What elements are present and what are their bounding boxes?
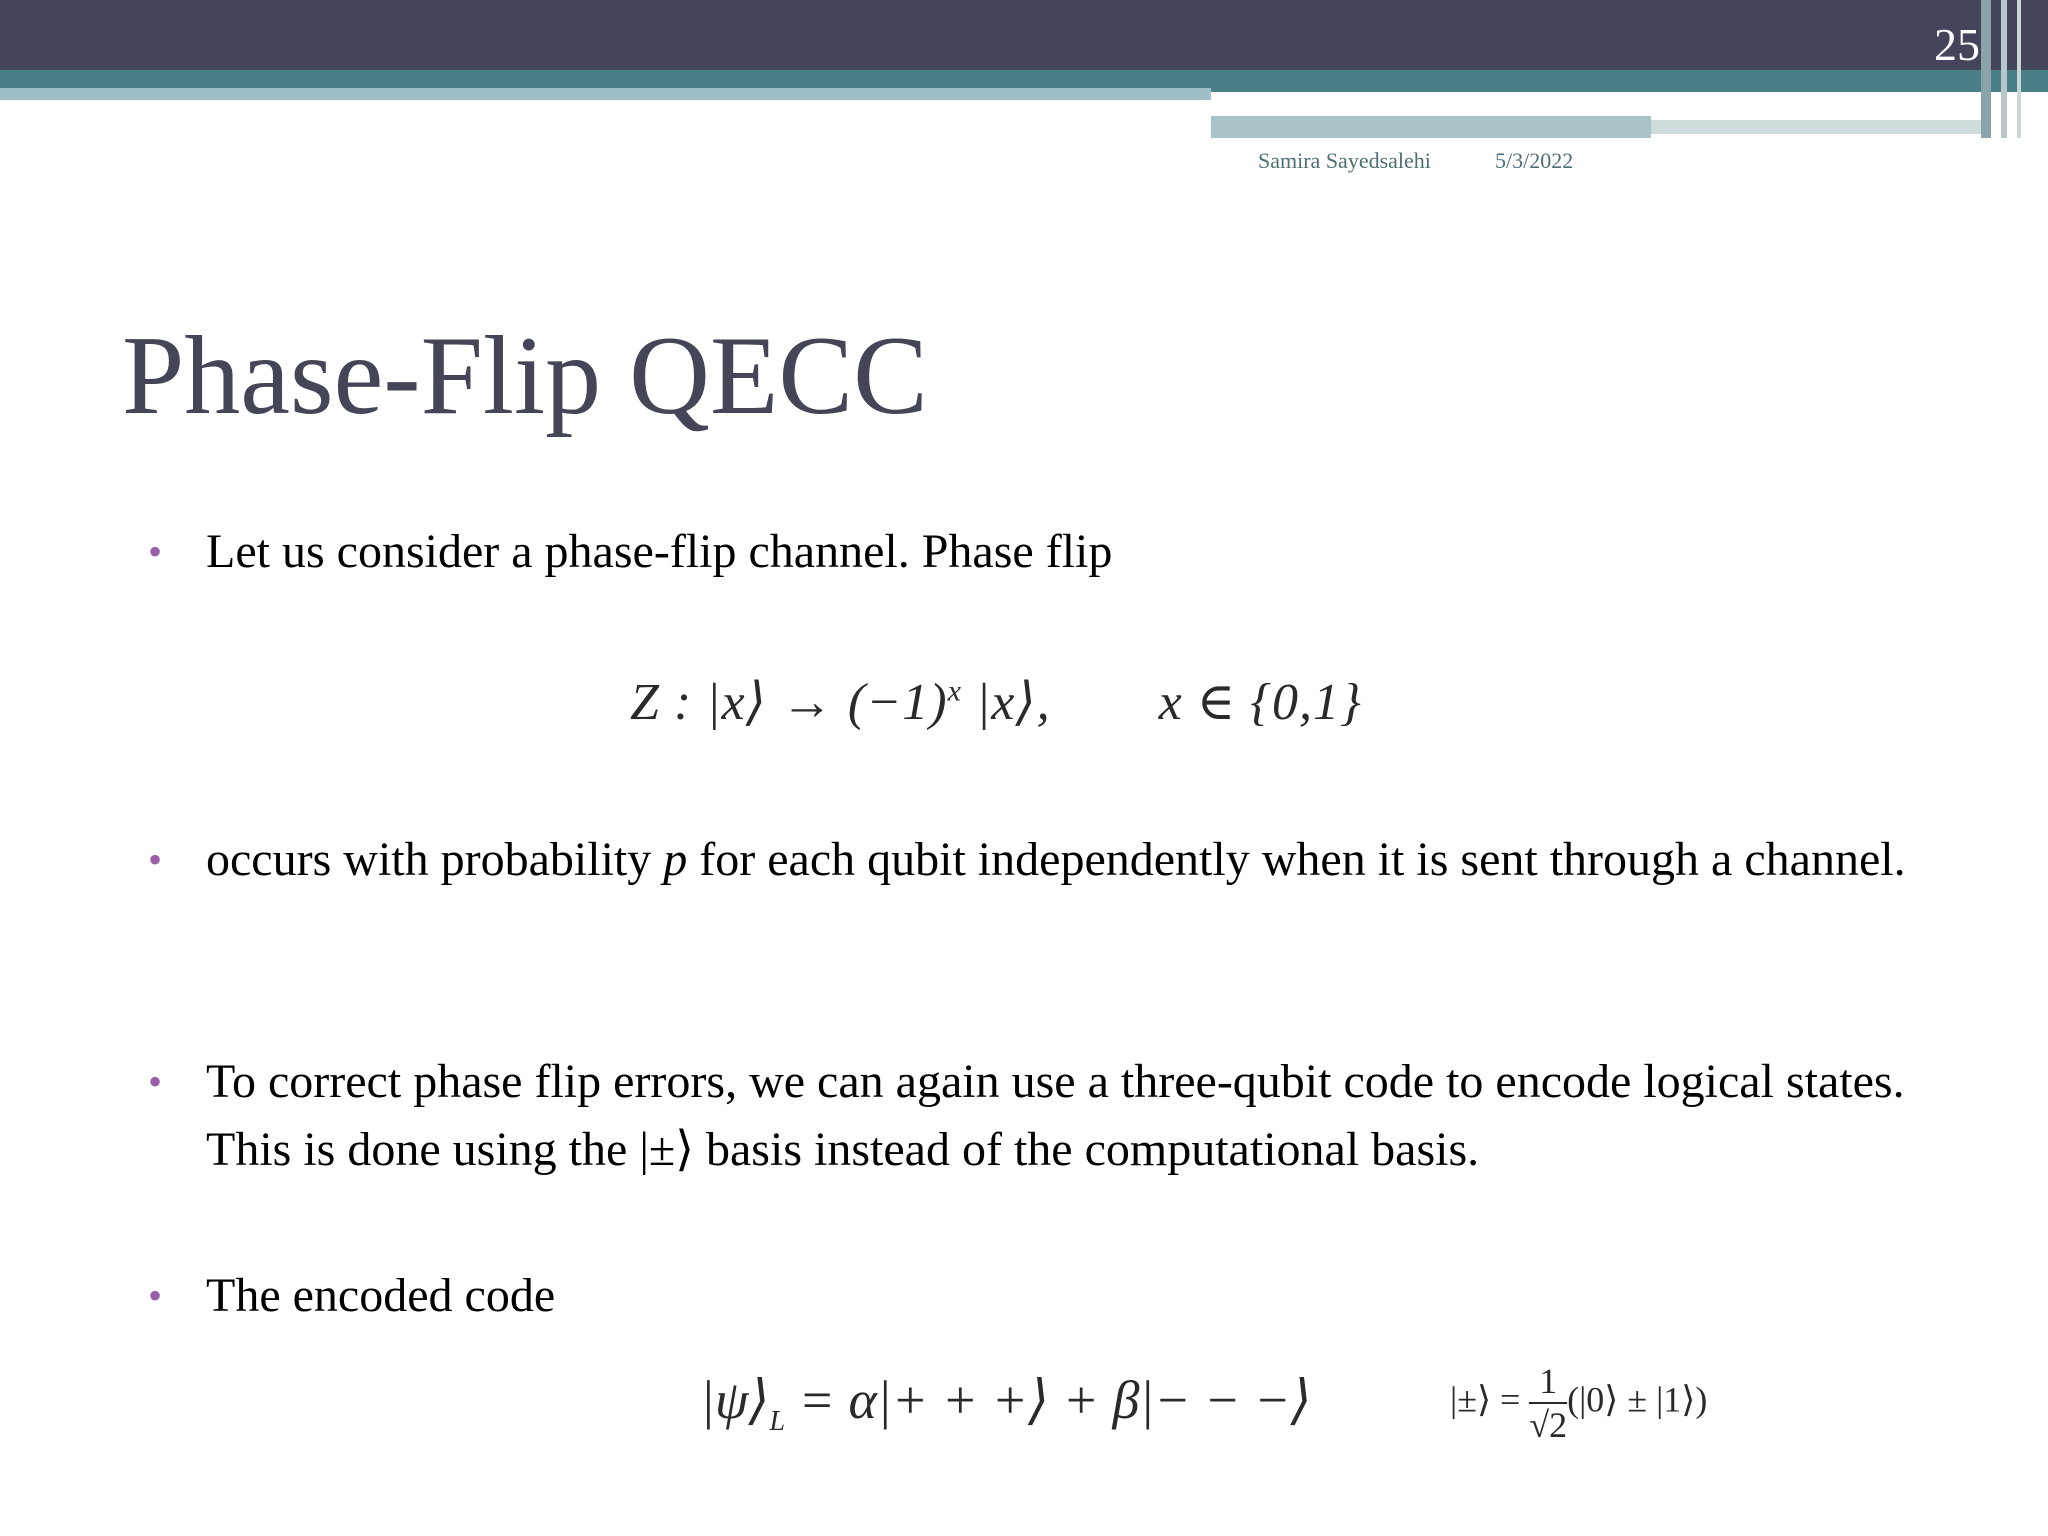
encoded-state-equation bbox=[700, 1368, 1312, 1438]
bullet-text: To correct phase flip errors, we can again use a three-qubit code to encode logical states. This is done using the |±⟩ basis instead of the computational basis. bbox=[206, 1055, 1905, 1176]
pm-fraction bbox=[1529, 1360, 1567, 1446]
slide-date: 5/3/2022 bbox=[1495, 148, 1574, 173]
encoded-rhs: = α|+ + +⟩ + β|− − −⟩ bbox=[785, 1370, 1312, 1430]
pm-lhs: |±⟩ = bbox=[1450, 1379, 1530, 1420]
equation-rhs: |x⟩, bbox=[961, 674, 1051, 731]
header-bar-grey bbox=[1211, 116, 1651, 138]
bullet-dot-icon: • bbox=[148, 529, 163, 574]
slide-title: Phase-Flip QECC bbox=[122, 314, 928, 438]
bullet-text: occurs with probability p for each qubit independently when it is sent through a channel. bbox=[206, 833, 1906, 886]
slide-number: 25 bbox=[1934, 19, 1980, 70]
equation-exponent: x bbox=[947, 674, 962, 708]
slide-author: Samira Sayedsalehi bbox=[1258, 148, 1431, 173]
encoded-lhs: |ψ⟩ bbox=[700, 1370, 770, 1430]
pm-rhs: (|0⟩ ± |1⟩) bbox=[1567, 1379, 1708, 1420]
bullet-text: Let us consider a phase-flip channel. Phase flip bbox=[206, 525, 1113, 578]
bullet-dot-icon: • bbox=[148, 1273, 163, 1318]
header-bar-grey-fade bbox=[1651, 120, 1981, 134]
header-stripe-3 bbox=[2017, 0, 2021, 138]
bullet-dot-icon: • bbox=[148, 1059, 163, 1104]
bullet-dot-icon: • bbox=[148, 837, 163, 882]
header-bar-light bbox=[0, 88, 1211, 100]
encoded-subscript: L bbox=[769, 1405, 786, 1437]
header-stripe-2 bbox=[2001, 0, 2007, 138]
phase-flip-equation bbox=[630, 672, 1362, 732]
equation-lhs: Z : |x⟩ → (−1) bbox=[630, 674, 948, 731]
header-stripe-1 bbox=[1981, 0, 1991, 138]
header-bar-dark bbox=[0, 0, 2048, 70]
pm-numerator: 1 bbox=[1529, 1360, 1567, 1404]
equation-domain: x ∈ {0,1} bbox=[1158, 674, 1362, 731]
bullet-text: The encoded code bbox=[206, 1269, 556, 1322]
pm-basis-equation bbox=[1450, 1360, 1707, 1446]
header-bar-highlight bbox=[1211, 92, 1981, 100]
pm-denominator: √2 bbox=[1529, 1405, 1568, 1445]
